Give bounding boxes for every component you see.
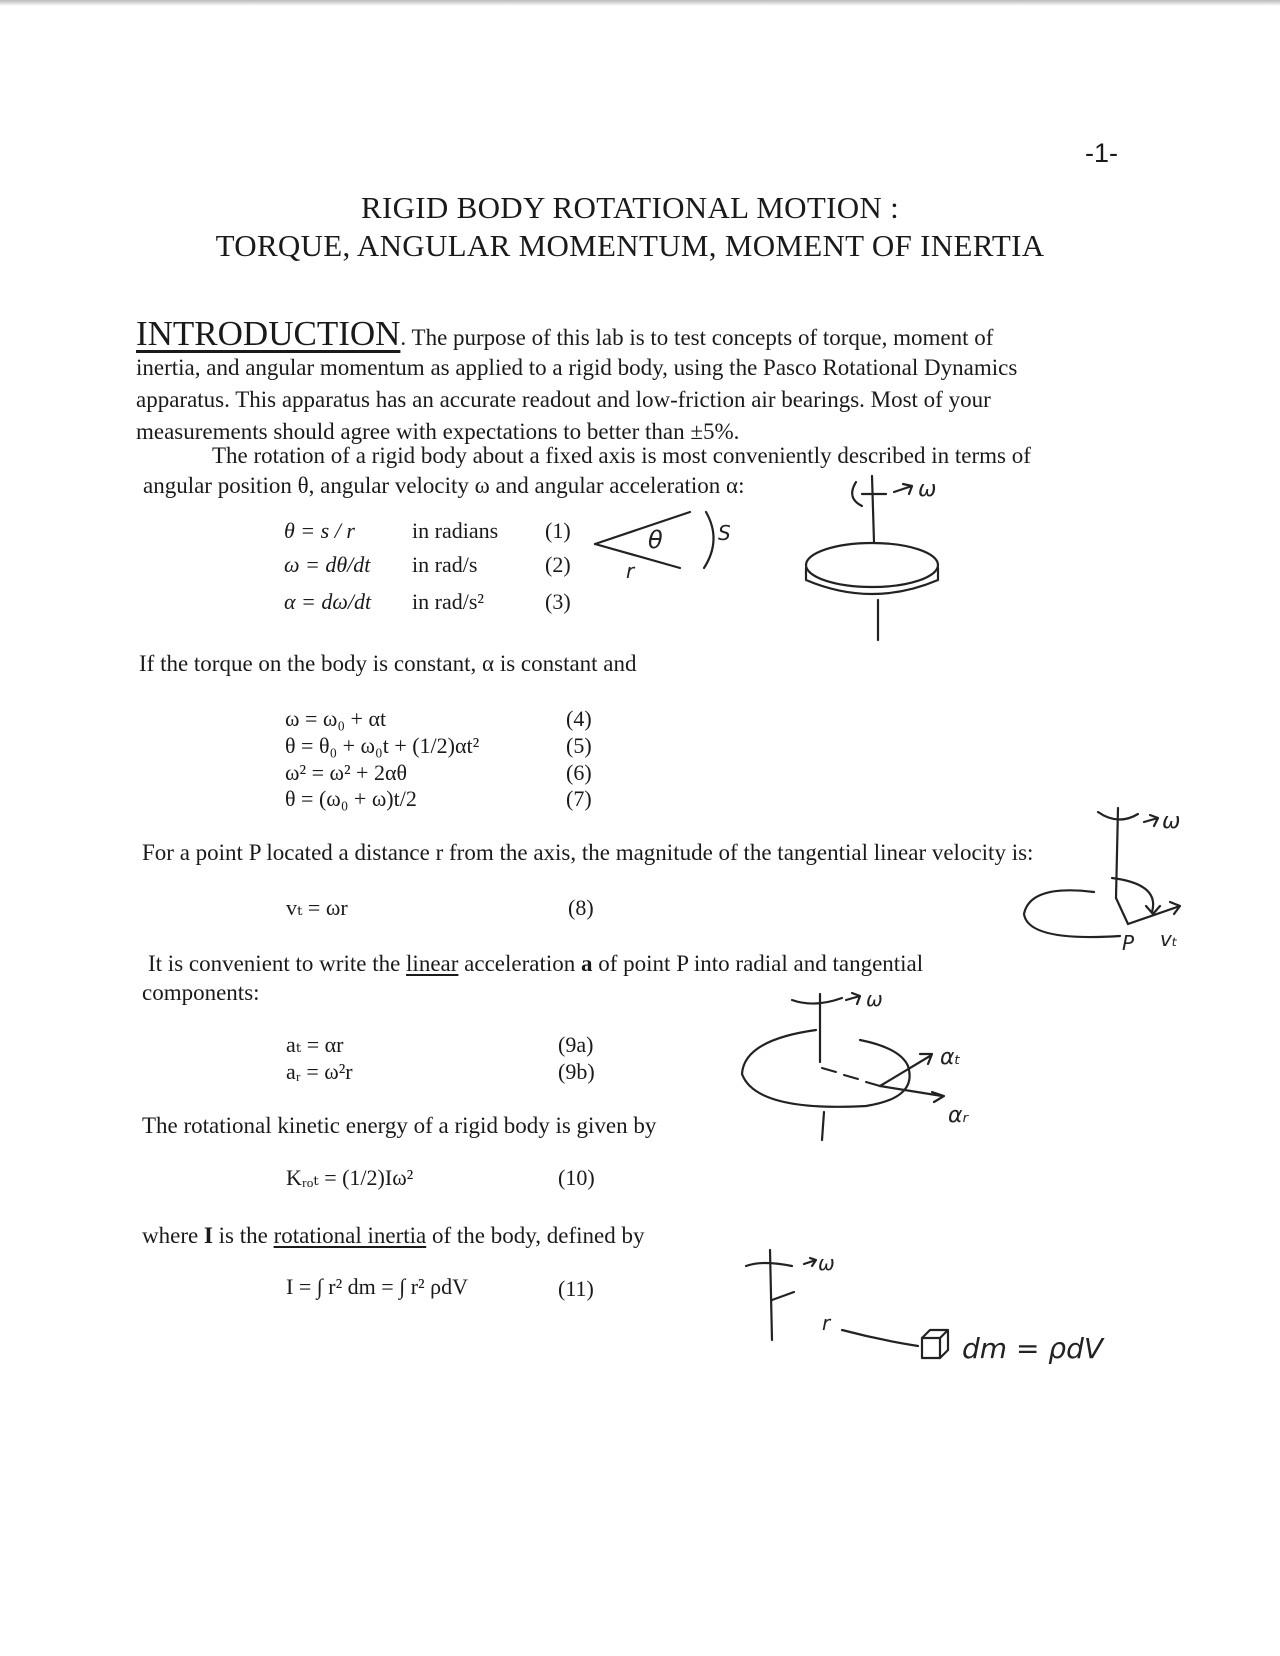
intro-first-line: INTRODUCTION. The purpose of this lab is to test concepts of torque, moment of — [136, 314, 994, 353]
intro-line-4: measurements should agree with expectations to better than ±5%. — [136, 419, 740, 444]
equation-8: vₜ = ωr — [286, 895, 348, 920]
mass-element-sketch — [746, 1250, 948, 1358]
acceleration-sketch — [742, 993, 944, 1140]
accel-text-line-1: It is convenient to write the linear acceleration a of point P into radial and tangential — [148, 951, 924, 976]
equation-3: α = dω/dt — [284, 589, 372, 614]
equation-6: ω² = ω² + 2αθ — [285, 760, 408, 785]
sketch-label-omega-2: ω — [1162, 809, 1181, 834]
sketch-label-r-2: r — [822, 1311, 831, 1335]
equation-2-number: (2) — [545, 552, 571, 577]
intro-para2-line-1: The rotation of a rigid body about a fixed axis is most conveniently described in terms of — [212, 443, 1031, 468]
equation-9a: aₜ = αr — [286, 1032, 344, 1057]
accel-symbol: a — [581, 951, 593, 976]
linear-underline: linear — [406, 951, 459, 976]
equation-3-unit: in rad/s² — [412, 589, 484, 614]
sketch-label-s: S — [718, 521, 731, 545]
inertia-symbol: I — [203, 1223, 213, 1248]
sketch-label-theta: θ — [648, 526, 663, 554]
rotational-inertia-underline: rotational inertia — [273, 1223, 427, 1248]
equation-11: I = ∫ r² dm = ∫ r² ρdV — [286, 1274, 469, 1299]
sketch-label-omega-1: ω — [918, 477, 937, 502]
sketch-label-alpha-t: αₜ — [940, 1045, 961, 1070]
page-number: -1- — [1085, 138, 1118, 168]
intro-line-1: The purpose of this lab is to test concepts of torque, moment of — [411, 325, 994, 350]
inertia-text: where I is the rotational inertia of the body, defined by — [142, 1223, 645, 1248]
torque-text: If the torque on the body is constant, α is constant and — [139, 651, 637, 676]
sketch-label-omega-3: ω — [866, 987, 883, 1011]
equation-9b-number: (9b) — [558, 1059, 595, 1084]
equation-1-number: (1) — [545, 518, 571, 543]
angle-sketch — [595, 512, 714, 568]
equation-6-number: (6) — [566, 760, 592, 785]
tangential-velocity-sketch — [1024, 808, 1180, 937]
point-text: For a point P located a distance r from the axis, the magnitude of the tangential linear velocity is: — [142, 840, 1034, 865]
sketch-label-vt: vₜ — [1160, 927, 1178, 951]
ke-text: The rotational kinetic energy of a rigid body is given by — [142, 1113, 657, 1138]
equation-8-number: (8) — [568, 895, 594, 920]
sketch-label-dm-equation: dm = ρdV — [962, 1332, 1104, 1365]
accel-text-line-2: components: — [142, 980, 260, 1005]
equation-1: θ = s / r — [284, 518, 355, 543]
intro-line-3: apparatus. This apparatus has an accurate readout and low-friction air bearings. Most of your — [136, 387, 991, 412]
intro-line-2: inertia, and angular momentum as applied to a rigid body, using the Pasco Rotational Dynamics — [136, 355, 1018, 380]
scan-edge — [0, 0, 1280, 6]
sketch-label-p: P — [1122, 931, 1135, 955]
equation-5-number: (5) — [566, 733, 592, 758]
equation-10-number: (10) — [558, 1165, 595, 1190]
equation-2-unit: in rad/s — [412, 552, 478, 577]
title-line-1: RIGID BODY ROTATIONAL MOTION : — [360, 190, 900, 225]
equation-2: ω = dθ/dt — [284, 552, 371, 577]
equation-7: θ = (ω₀ + ω)t/2 — [285, 786, 417, 811]
equation-4: ω = ω₀ + αt — [285, 706, 387, 731]
equation-7-number: (7) — [566, 786, 592, 811]
equation-11-number: (11) — [558, 1276, 594, 1301]
equation-10: Kᵣₒₜ = (1/2)Iω² — [286, 1165, 414, 1190]
sketch-label-omega-4: ω — [818, 1251, 835, 1275]
sketch-label-r: r — [626, 559, 635, 583]
disk-sketch — [806, 476, 938, 640]
intro-para2-line-2: angular position θ, angular velocity ω and angular acceleration α: — [143, 473, 745, 498]
equation-4-number: (4) — [566, 706, 592, 731]
equation-1-unit: in radians — [412, 518, 499, 543]
title-line-2: TORQUE, ANGULAR MOMENTUM, MOMENT OF INERTIA — [215, 228, 1045, 263]
equation-3-number: (3) — [545, 589, 571, 614]
equation-9a-number: (9a) — [558, 1032, 594, 1057]
equation-9b: aᵣ = ω²r — [286, 1059, 353, 1084]
equation-5: θ = θ₀ + ω₀t + (1/2)αt² — [285, 733, 480, 758]
sketch-label-alpha-r: αᵣ — [948, 1103, 969, 1128]
intro-heading: INTRODUCTION — [136, 314, 401, 353]
